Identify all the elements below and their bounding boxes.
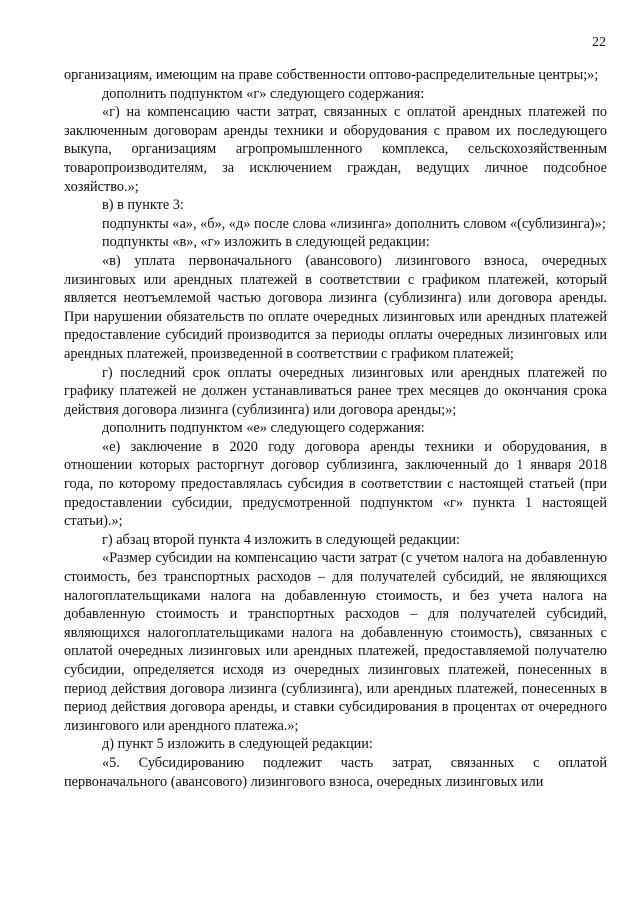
paragraph: «г) на компенсацию части затрат, связанных с оплатой арендных платежей по заключенным договорам аренды техники и оборудования с правом их последующего выкупа, организациям агропромышленного комплекса, сельскохозяйственным товаропроизводителям, за исключением граждан, ведущих личное подсобное хозяйство.»; [64, 104, 607, 195]
paragraph: дополнить подпунктом «г» следующего содержания: [102, 85, 425, 102]
paragraph: дополнить подпунктом «е» следующего содержания: [102, 420, 425, 437]
paragraph: г) последний срок оплаты очередных лизинговых или арендных платежей по графику платежей не должен устанавливаться ранее трех месяцев до окончания срока действия договора лизинга (сублизинга) или договора аренды;»; [64, 364, 607, 418]
paragraph: «е) заключение в 2020 году договора аренды техники и оборудования, в отношении которых расторгнут договор сублизинга, заключенный до 1 января 2018 года, по которому предоставлялась субсидия в соответствии с настоящей статьей (при предоставлении субсидии, предусмотренной подпунктом «г» пункта 1 настоящей статьи).»; [64, 438, 607, 530]
paragraph: д) пункт 5 изложить в следующей редакции: [102, 736, 373, 753]
paragraph: в) в пункте 3: [102, 197, 184, 214]
paragraph: организациям, имеющим на праве собственности оптово-распределительные центры;»; [64, 67, 599, 83]
paragraph: «Размер субсидии на компенсацию части затрат (с учетом налога на добавленную стоимость, без транспортных расходов – для получателей субсидий, не являющихся налогоплательщиками налога на добавленную стоимость, и без учета налога на добавленную стоимость и транспортных расходов – для получателей субсидий, являющихся налогоплательщиками налога на добавленную стоимость), связанных с оплатой очередных лизинговых или арендных платежей, предоставляемой получателю субсидии, определяется исходя из очередных лизинговых платежей, понесенных в период действия договора лизинга (сублизинга), или арендных платежей, понесенных в период действия договора аренды, и ставки субсидирования в процентах от очередного лизингового или арендного платежа.»; [64, 550, 607, 734]
paragraph: подпункты «а», «б», «д» после слова «лизинга» дополнить словом «(сублизинга)»; [102, 215, 606, 232]
paragraph: подпункты «в», «г» изложить в следующей редакции: [102, 234, 430, 251]
paragraph: г) абзац второй пункта 4 изложить в следующей редакции: [102, 531, 460, 548]
paragraph: «5. Субсидированию подлежит часть затрат, связанных с оплатой первоначального (авансового) лизингового взноса, очередных лизинговых или [64, 754, 607, 790]
document-body [64, 66, 607, 791]
paragraph: «в) уплата первоначального (авансового) лизингового взноса, очередных лизинговых или арендных платежей в соответствии с графиком платежей, который является неотъемлемой частью договора лизинга (сублизинга) или договора аренды. При нарушении обязательств по оплате очередных лизинговых или арендных платежей предоставление субсидий производится за периоды оплаты очередных лизинговых или арендных платежей, произведенной в соответствии с графиком платежей; [64, 252, 607, 362]
page-number: 22 [592, 35, 606, 50]
